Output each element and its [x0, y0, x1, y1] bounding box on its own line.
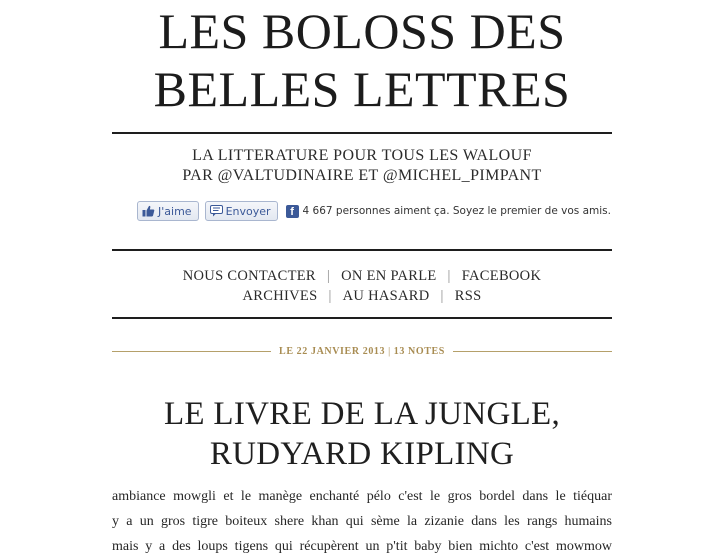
nav-row-1	[112, 266, 612, 286]
tagline-line-1: LA LITTERATURE POUR TOUS LES WALOUF	[192, 147, 532, 164]
post-body	[112, 484, 612, 557]
header-divider-bottom	[112, 317, 612, 319]
header-divider-middle	[112, 249, 612, 251]
main-navigation	[112, 266, 612, 306]
meta-rule-left	[112, 351, 271, 352]
site-title-line-2[interactable]: BELLES LETTRES	[153, 61, 571, 117]
post-body-line: y a un gros tigre boiteux shere khan qui sème la zizanie dans les rangs humains	[112, 514, 612, 529]
post-date-link[interactable]: LE 22 JANVIER 2013	[279, 346, 386, 357]
meta-rule-right	[453, 351, 612, 352]
post-body-line: ambiance mowgli et le manège enchanté pélo c'est le gros bordel dans le tiéquar	[112, 489, 612, 504]
site-title-line-1[interactable]: LES BOLOSS DES	[158, 3, 566, 59]
nav-separator: |	[328, 288, 332, 304]
tagline-line-2: PAR @VALTUDINAIRE ET @MICHEL_PIMPANT	[182, 167, 542, 184]
post-meta-text	[271, 346, 453, 357]
nav-link-facebook[interactable]: FACEBOOK	[461, 268, 542, 284]
post-body-line: mais y a des loups tigens qui récupèrent un p'tit baby bien michto c'est mowmow	[112, 539, 612, 554]
post-title-line-2[interactable]: RUDYARD KIPLING	[209, 436, 515, 472]
facebook-send-button[interactable]	[205, 201, 278, 221]
site-title[interactable]	[112, 2, 612, 118]
facebook-logo-icon: f	[286, 205, 299, 218]
facebook-like-button[interactable]	[137, 201, 199, 221]
send-label: Envoyer	[225, 204, 271, 218]
post-notes-link[interactable]: 13 NOTES	[393, 346, 445, 357]
header-divider-top	[112, 132, 612, 134]
nav-link-press[interactable]: ON EN PARLE	[341, 268, 437, 284]
nav-separator: |	[440, 288, 444, 304]
site-tagline	[112, 146, 612, 186]
nav-row-2	[112, 286, 612, 306]
post-title[interactable]	[112, 394, 612, 474]
post-title-line-1[interactable]: LE LIVRE DE LA JUNGLE,	[163, 396, 561, 432]
nav-link-random[interactable]: AU HASARD	[342, 288, 430, 304]
facebook-like-count: 4 667 personnes aiment ça. Soyez le premier de vos amis.	[302, 205, 611, 217]
thumbs-up-icon	[142, 205, 155, 217]
speech-bubble-icon	[210, 205, 223, 217]
nav-link-archives[interactable]: ARCHIVES	[242, 288, 318, 304]
post-meta	[112, 346, 612, 357]
like-label: J'aime	[158, 204, 192, 218]
nav-separator: |	[326, 268, 331, 284]
nav-separator: |	[447, 268, 451, 284]
nav-link-rss[interactable]: RSS	[454, 288, 482, 304]
facebook-like-widget	[137, 199, 611, 223]
nav-link-contact[interactable]: NOUS CONTACTER	[182, 268, 316, 284]
meta-separator: |	[388, 346, 391, 357]
